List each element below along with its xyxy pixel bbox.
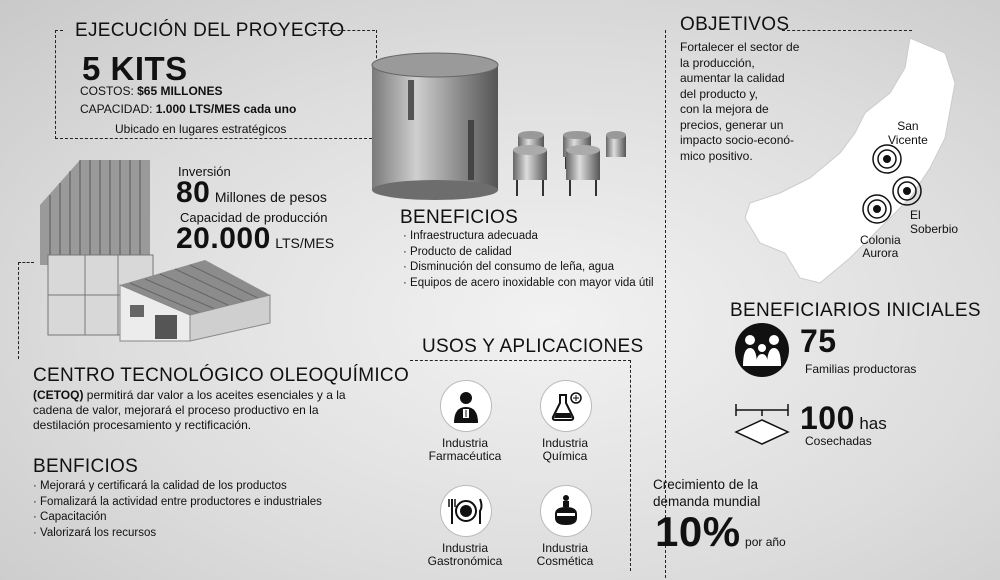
cetoq-text-3: destilación procesamiento y rectificación. [33,418,252,432]
family-icon-glyph [741,332,783,368]
farma-label-line: Farmacéutica [428,449,502,463]
crecimiento-line-1: Crecimiento de la [653,477,759,492]
objetivos-line: precios, generar un [680,117,784,132]
map-label-line: Colonia [860,233,901,247]
benficio-item: · Fomalizará la actividad entre productores e industriales [33,495,322,511]
tanks-illustration [368,50,628,210]
perfume-icon [549,494,583,528]
capacidad-value: 1.000 LTS/MES cada uno [155,102,297,116]
map-label-line: San [897,119,919,133]
gastro-label [420,542,510,568]
cosmetica-label [520,542,610,568]
family-icon [735,323,789,377]
cetoq-frame [18,262,34,359]
cetoq-title: CENTRO TECNOLÓGICO OLEOQUÍMICO [33,365,410,386]
cetoq-text-1: permitirá dar valor a los aceites esenciales y a la [83,388,346,402]
beneficios-list [403,229,654,291]
flask-icon [549,389,583,423]
beneficios-title: BENEFICIOS [400,207,519,228]
farma-label-line: Industria [441,436,489,450]
farma-circle [440,380,492,432]
objetivos-line: con la mejora de [680,102,769,116]
benficio-item: · Capacitación [33,510,322,526]
map-label-line: Vicente [888,133,928,147]
quimica-circle [540,380,592,432]
capacidad-produccion-unit: LTS/MES [275,235,335,251]
costos-value: $65 MILLONES [137,84,223,98]
cetoq-text [33,388,393,433]
pharmacist-icon [449,389,483,423]
objetivos-line: impacto socio-econó- [680,133,795,147]
hectares-value: 100 [800,400,855,436]
benficios-title: BENFICIOS [33,456,139,477]
capacidad-produccion-line [176,222,334,256]
familias-value: 75 [800,323,837,359]
beneficiarios-title: BENEFICIARIOS INICIALES [730,300,981,321]
benficio-item: · Valorizará los recursos [33,526,322,542]
quimica-label [520,437,610,463]
map-label-san-vicente [888,119,928,147]
quimica-label-line: Química [542,449,588,463]
map-label-line: Soberbio [910,222,959,236]
inversion-value: 80 [176,176,211,209]
crecimiento-text [653,476,760,510]
hectares-line [800,400,887,437]
kits-value: 5 KITS [82,50,188,87]
familias-label: Familias productoras [805,362,917,376]
beneficio-item: · Infraestructura adecuada [403,229,654,245]
hectares-unit: has [859,414,887,433]
cosmetica-label-line: Industria [541,541,589,555]
objetivos-line: mico positivo. [680,148,753,163]
inversion-line [176,176,327,210]
beneficio-item: · Equipos de acero inoxidable con mayor vida útil [403,276,654,292]
crecimiento-line [655,508,786,556]
cetoq-text-2: cadena de valor, mejorará el proceso productivo en la [33,403,319,417]
hectares-icon [732,400,792,446]
objetivos-line: del producto y, [680,86,758,101]
capacidad-line [80,102,296,117]
beneficio-item: · Producto de calidad [403,245,654,261]
crecimiento-unit: por año [745,535,786,549]
cosmetica-circle [540,485,592,537]
gastro-label-line: Gastronómica [427,554,503,568]
hectares-label: Cosechadas [805,434,872,448]
benficios-list [33,479,322,541]
gastro-circle [440,485,492,537]
farma-label [420,437,510,463]
quimica-label-line: Industria [541,436,589,450]
capacidad-label: CAPACIDAD: [80,102,156,116]
capacidad-produccion-label: Capacidad de producción [180,210,328,225]
cetoq-abbr: (CETOQ) [33,388,84,402]
capacidad-produccion-value: 20.000 [176,222,271,255]
ejecucion-title: EJECUCIÓN DEL PROYECTO [75,20,345,41]
cosmetica-label-line: Cosmética [536,554,594,568]
map-label-line: El [910,208,921,222]
crecimiento-value: 10% [655,508,741,555]
map-label-el-soberbio [910,208,958,236]
usos-title: USOS Y APLICACIONES [422,336,644,357]
costos-line [80,84,222,99]
gastro-label-line: Industria [441,541,489,555]
map-label-line: Aurora [862,246,899,260]
beneficio-item: · Disminución del consumo de leña, agua [403,260,654,276]
benficio-item: · Mejorará y certificará la calidad de los productos [33,479,322,495]
ubicado-text: Ubicado en lugares estratégicos [115,122,287,136]
map-label-colonia-aurora [860,234,901,260]
costos-label: COSTOS: [80,84,138,98]
objetivos-title: OBJETIVOS [680,14,790,35]
inversion-unit: Millones de pesos [214,189,327,205]
objetivos-line: la producción, [680,55,755,70]
inversion-label: Inversión [178,164,231,179]
crecimiento-line-2: demanda mundial [653,494,761,509]
objetivos-line: Fortalecer el sector de [680,40,800,54]
plate-icon [448,496,484,526]
objetivos-line: aumentar la calidad [680,71,785,85]
